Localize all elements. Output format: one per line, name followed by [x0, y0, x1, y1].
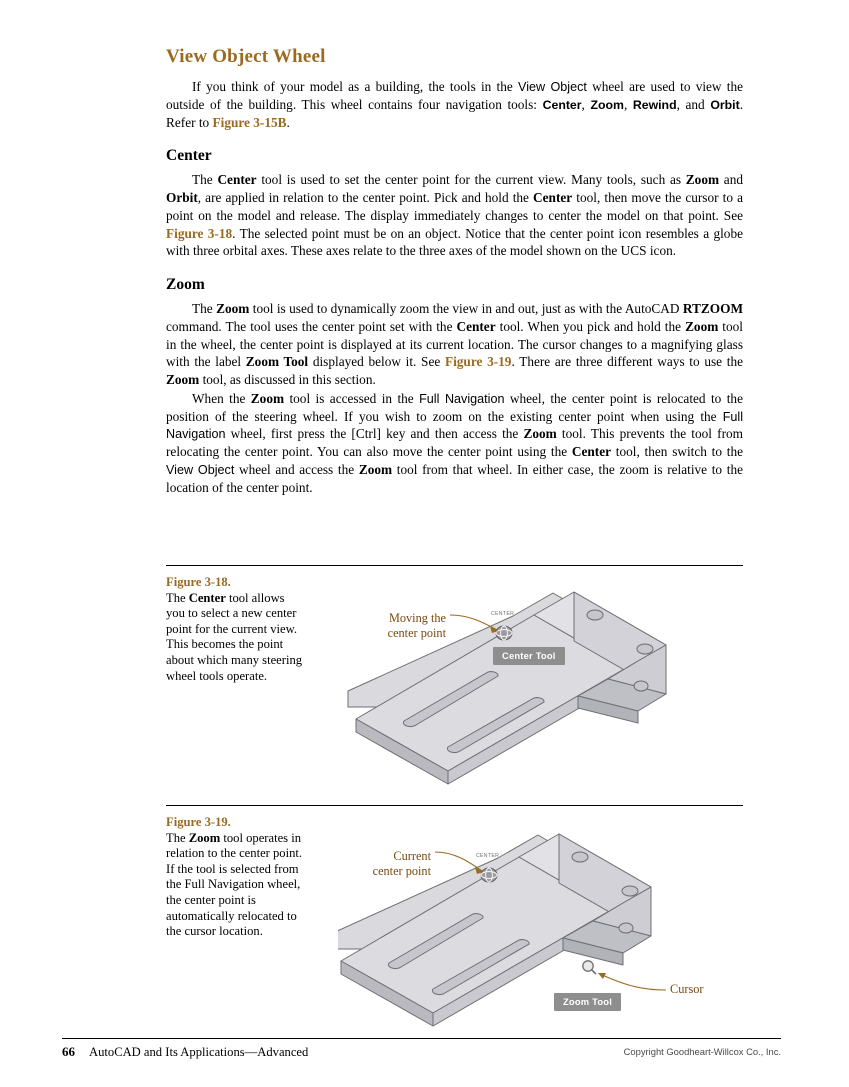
figure-3-19-number: Figure 3-19. — [166, 815, 231, 829]
intro-after: wheel are used to view the outside of the building. This wheel contains four navigation tools: — [166, 79, 744, 112]
figure-3-18-art — [338, 571, 743, 789]
zoom-tool-tooltip: Zoom Tool — [554, 993, 621, 1011]
center-paragraph: The Center tool is used to set the center point for the current view. Many tools, such as Zoom and Orbit, are applied in relation to the center point. Pick and hold the Center tool, then move the cursor to a point on the model and release. The display immediately changes to center the model on that point. See Figure 3-18. The selected point must be on an object. Notice that the center point icon resembles a globe with three orbital axes. These axes relate to the three axes of the model shown on the UCS icon. — [166, 172, 744, 259]
intro-paragraph: If you think of your model as a building, the tools in the View Object wheel are used to view the outside of the building. This wheel contains four navigation tools: Center, Zoom, Rewind, and Orbit. Refer to Figure 3-15B. — [166, 79, 744, 130]
center-point-icon-2 — [481, 868, 497, 882]
tool-name-zoom: Zoom — [590, 97, 624, 112]
figure-3-19-callout — [338, 849, 431, 879]
center-tool-tooltip: Center Tool — [493, 647, 565, 665]
article-content — [166, 46, 743, 497]
figure-3-19-caption-text: The Zoom tool operates in relation to the center point. If the tool is selected from the Full Navigation wheel, the center point is automatically relocated to the cursor location. — [166, 830, 303, 939]
figure-3-18-rule — [166, 565, 743, 566]
figure-3-18-caption — [166, 575, 306, 684]
figure-3-18-callout-line2: center point — [387, 625, 446, 640]
center-label-badge-2: CENTER — [476, 853, 500, 859]
intro-wheel-name: View Object — [518, 80, 587, 94]
heading-center: Center — [166, 147, 212, 165]
footer-divider — [62, 1038, 781, 1039]
page-title: View Object Wheel — [166, 46, 326, 67]
figure-3-19-callout-line2: center point — [372, 863, 431, 878]
intro-lead: If you think of your model as a building, the tools in the — [192, 79, 519, 94]
figure-3-19 — [166, 805, 743, 1035]
figure-3-18-callout — [338, 611, 446, 641]
magnifying-glass-cursor — [583, 961, 596, 974]
zoom-paragraph-1: The Zoom tool is used to dynamically zoom the view in and out, just as with the AutoCAD RTZOOM command. The tool uses the center point set with the Center tool. When you pick and hold the Zoom tool in the wheel, the center point is displayed at its current location. The cursor changes to a magnifying glass with the label Zoom Tool displayed below it. See Figure 3-19. There are three different ways to use the Zoom tool, as discussed in this section. — [166, 301, 744, 388]
figure-reference-3-15b: Figure 3-15B — [212, 114, 287, 130]
intro-period: . — [286, 114, 290, 130]
figure-3-19-caption — [166, 815, 306, 940]
page-number: 66 — [62, 1044, 75, 1059]
tool-name-orbit: Orbit — [710, 97, 740, 112]
heading-zoom: Zoom — [166, 276, 205, 294]
figure-3-19-art — [338, 811, 743, 1036]
bracket-model-illustration-2 — [338, 811, 743, 1036]
page-footer — [62, 1044, 781, 1060]
figure-3-18-caption-text: The Center tool allows you to select a new center point for the current view. This becomes the point about which many steering wheel tools operate. — [166, 590, 303, 683]
book-title: AutoCAD and Its Applications—Advanced — [89, 1045, 309, 1059]
figure-3-18-callout-line1: Moving the — [388, 611, 446, 625]
tool-name-center: Center — [542, 97, 582, 112]
figure-3-19-rule — [166, 805, 743, 806]
center-label-badge-1: CENTER — [491, 611, 515, 617]
center-point-icon — [496, 626, 512, 640]
figure-3-19-callout-line1: Current — [393, 849, 431, 863]
copyright-notice: Copyright Goodheart-Willcox Co., Inc. — [623, 1046, 781, 1057]
intro-refer: . Refer to — [166, 96, 744, 130]
zoom-paragraph-2: When the Zoom tool is accessed in the Full Navigation wheel, the center point is relocated to the position of the steering wheel. If you wish to zoom on the existing center point when using the Full Navigation wheel, first press the [Ctrl] key and then access the Zoom tool. This prevents the tool from relocating the center point. You can also move the center point using the Center tool, then switch to the View Object wheel and access the Zoom tool from that wheel. In either case, the zoom is relative to the location of the center point. — [166, 390, 744, 495]
bracket-model-illustration-1 — [338, 571, 743, 789]
tool-name-rewind: Rewind — [632, 97, 677, 112]
cursor-label: Cursor — [670, 982, 704, 996]
figure-3-18-number: Figure 3-18. — [166, 575, 231, 589]
figure-3-18 — [166, 565, 743, 790]
